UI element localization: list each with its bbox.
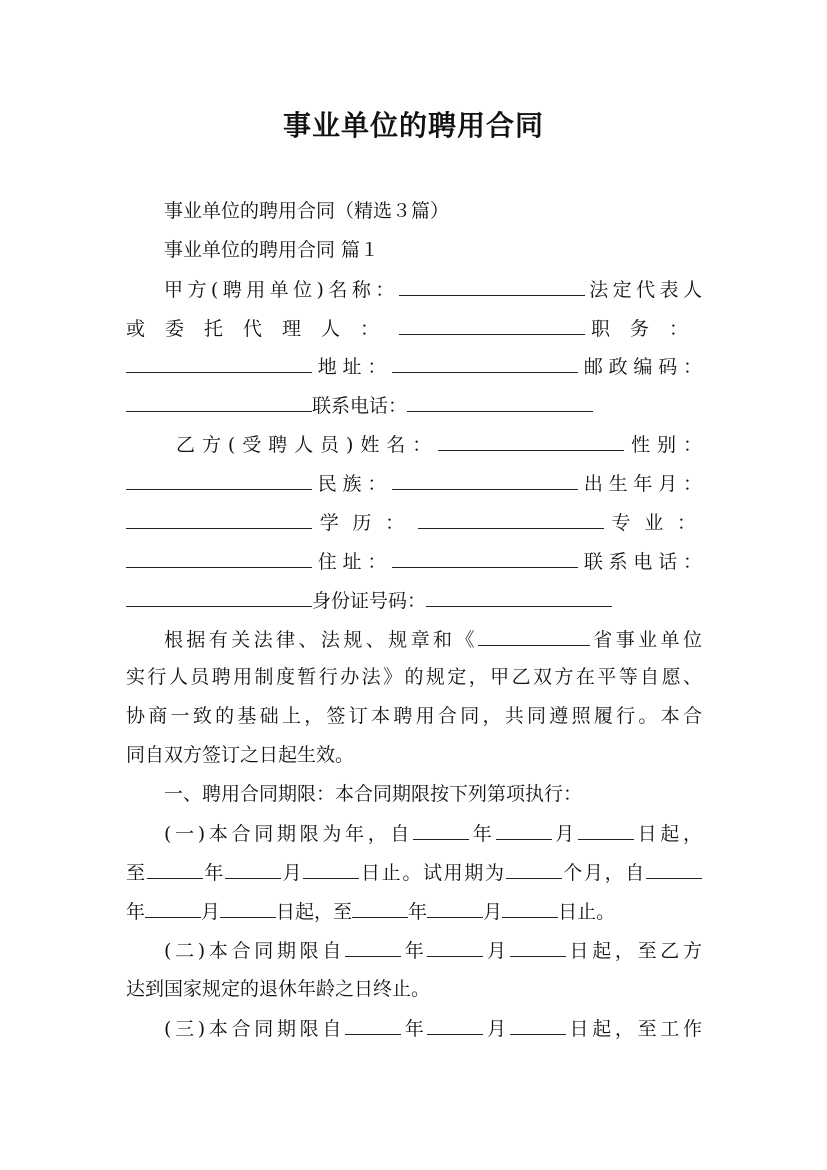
blank-field (126, 548, 312, 568)
section-heading: 事业单位的聘用合同 篇１ (164, 239, 380, 261)
clause-1-heading: 一、聘用合同期限：本合同期限按下列第项执行： (164, 783, 583, 805)
blank-field (502, 898, 558, 918)
blank-field (126, 353, 312, 373)
party-b-line-1: 乙方(受聘人员)姓名： 性别： (176, 431, 702, 457)
blank-field (418, 509, 604, 529)
blank-field (399, 276, 585, 296)
party-b-line-2: 民族： 出生年月： (126, 470, 702, 496)
blank-field (413, 820, 469, 840)
blank-field (427, 898, 483, 918)
basis-line-4: 同自双方签订之日起生效。 (126, 744, 355, 766)
blank-field (399, 315, 585, 335)
blank-field (225, 859, 281, 879)
party-b-line-4: 住址： 联系电话： (126, 548, 702, 574)
party-b-line-5: 身份证号码： (126, 587, 702, 613)
blank-field (392, 470, 578, 490)
document-title: 事业单位的聘用合同 (282, 109, 544, 142)
blank-field (510, 1015, 566, 1035)
blank-field (426, 587, 612, 607)
party-a-line-1: 甲方(聘用单位)名称： 法定代表人 (164, 276, 702, 302)
blank-field (345, 937, 401, 957)
blank-field (407, 392, 593, 412)
blank-field (126, 587, 312, 607)
blank-field (392, 353, 578, 373)
blank-field (510, 937, 566, 957)
blank-field (145, 898, 201, 918)
blank-field (220, 898, 276, 918)
party-a-line-2: 或委托代理人： 职务： (126, 315, 702, 341)
blank-field (352, 898, 408, 918)
party-b-line-3: 学历： 专业： (126, 509, 702, 535)
blank-field (506, 859, 562, 879)
blank-field (303, 859, 359, 879)
blank-field (126, 509, 312, 529)
party-a-line-3: 地址： 邮政编码： (126, 353, 702, 379)
blank-field (427, 937, 483, 957)
blank-field (496, 820, 552, 840)
blank-field (126, 392, 312, 412)
basis-line-3: 协商一致的基础上，签订本聘用合同，共同遵照履行。本合 (126, 705, 702, 727)
clause-1-2-line-1: (二)本合同期限自 年 月 日起，至乙方 (164, 937, 702, 963)
party-a-line-4: 联系电话： (126, 392, 702, 418)
subtitle: 事业单位的聘用合同（精选３篇） (164, 200, 450, 222)
blank-field (392, 548, 578, 568)
blank-field (345, 1015, 401, 1035)
blank-field (126, 470, 312, 490)
clause-1-3-line-1: (三)本合同期限自 年 月 日起，至工作 (164, 1015, 702, 1041)
blank-field (578, 820, 634, 840)
basis-line-2: 实行人员聘用制度暂行办法》的规定，甲乙双方在平等自愿、 (126, 666, 702, 688)
clause-1-2-line-2: 达到国家规定的退休年龄之日终止。 (126, 978, 431, 1000)
blank-field (427, 1015, 483, 1035)
blank-field (147, 859, 203, 879)
blank-field (646, 859, 702, 879)
clause-1-1-line-1: (一)本合同期限为年，自 年 月 日起， (164, 820, 702, 846)
clause-1-1-line-2: 至 年 月 日止。试用期为 个月，自 (126, 859, 702, 885)
blank-field (478, 626, 590, 646)
clause-1-1-line-3: 年 月 日起，至 年 月 日止。 (126, 898, 702, 924)
basis-line-1: 根据有关法律、法规、规章和《 省事业单位 (164, 626, 702, 652)
blank-field (438, 431, 624, 451)
